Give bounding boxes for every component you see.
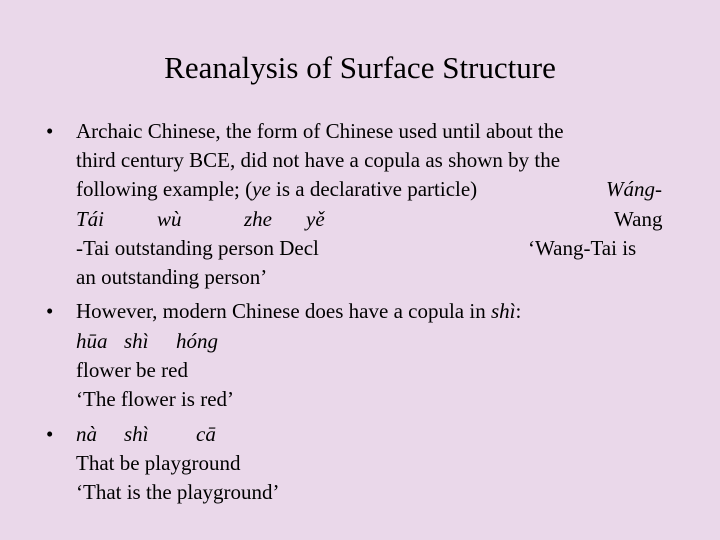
bullet-2-line-3: flower be red <box>76 358 188 382</box>
gloss-shi: shì <box>124 329 149 353</box>
gloss-na: nà <box>76 422 97 446</box>
slide-title: Reanalysis of Surface Structure <box>164 50 556 85</box>
gloss-tai: Tái <box>76 207 105 231</box>
bullet-marker-2: • <box>46 299 54 323</box>
gloss-hua: hūa <box>76 329 108 353</box>
gloss-wang: Wáng- <box>606 177 662 201</box>
bullet-3-line-2: That be playground <box>76 451 241 475</box>
gloss-hong: hóng <box>176 329 218 353</box>
text-run: is a declarative particle) <box>270 177 478 201</box>
text-run: following example; ( <box>76 177 253 201</box>
gloss-ye: yě <box>306 207 325 231</box>
gloss-ca: cā <box>196 422 216 446</box>
bullet-marker-1: • <box>46 119 54 143</box>
bullet-marker-3: • <box>46 422 54 446</box>
italic-term-shi: shì <box>490 299 516 323</box>
text-run: However, modern Chinese does have a copula in <box>76 299 491 323</box>
gloss-shi-2: shì <box>124 422 149 446</box>
italic-term-ye: ye <box>252 177 271 201</box>
bullet-1-line-5: -Tai outstanding person Decl <box>76 236 319 260</box>
bullet-3-line-3: ‘That is the playground’ <box>76 480 280 504</box>
bullet-2-line-4: ‘The flower is red’ <box>76 387 235 411</box>
bullet-2-line-1 <box>76 297 521 326</box>
gloss-zhe: zhe <box>244 207 272 231</box>
bullet-1-line-1: Archaic Chinese, the form of Chinese used until about the <box>76 119 564 143</box>
text-run: : <box>515 299 522 323</box>
gloss-wu: wù <box>157 207 182 231</box>
bullet-1-line-6: an outstanding person’ <box>76 265 268 289</box>
bullet-1-line-3 <box>76 175 477 204</box>
translation-start: ‘Wang-Tai is <box>528 236 637 260</box>
bullet-1-line-2: third century BCE, did not have a copula as shown by the <box>76 148 561 172</box>
gloss-english-wang: Wang <box>614 207 663 231</box>
